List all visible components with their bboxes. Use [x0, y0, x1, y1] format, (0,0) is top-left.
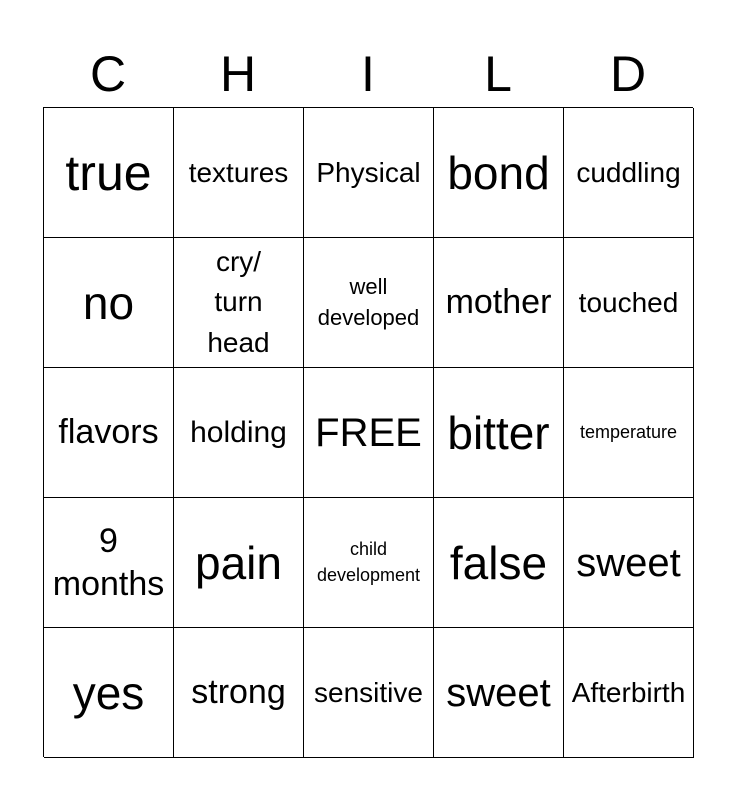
bingo-cell-r5-c2[interactable] — [174, 628, 304, 758]
bingo-cell-r2-c1[interactable] — [44, 238, 174, 368]
cell-text: sweet — [576, 540, 681, 585]
bingo-cell-r4-c5[interactable] — [564, 498, 694, 628]
bingo-cell-r2-c3[interactable] — [304, 238, 434, 368]
cell-text: cuddling — [576, 156, 681, 188]
bingo-cell-r4-c2[interactable] — [174, 498, 304, 628]
cell-text: sensitive — [314, 676, 423, 708]
cell-text: holding — [190, 415, 287, 449]
cell-text: sweet — [446, 670, 551, 715]
bingo-cell-r4-c1[interactable] — [44, 498, 174, 628]
bingo-cell-r3-c5[interactable] — [564, 368, 694, 498]
bingo-cell-r5-c1[interactable] — [44, 628, 174, 758]
bingo-cell-r1-c3[interactable] — [304, 108, 434, 238]
bingo-board — [43, 107, 693, 757]
cell-text: textures — [188, 156, 289, 188]
cell-text: flavors — [58, 412, 159, 451]
cell-text: bond — [447, 146, 550, 199]
bingo-cell-r1-c5[interactable] — [564, 108, 694, 238]
header-letter-c: C — [89, 46, 127, 102]
bingo-cell-r3-c1[interactable] — [44, 368, 174, 498]
cell-text: pain — [195, 536, 282, 589]
cell-text: no — [82, 276, 135, 329]
bingo-cell-r2-c4[interactable] — [434, 238, 564, 368]
bingo-cell-r5-c4[interactable] — [434, 628, 564, 758]
bingo-cell-r5-c5[interactable] — [564, 628, 694, 758]
header-letter-h: H — [219, 46, 257, 102]
bingo-cell-r1-c2[interactable] — [174, 108, 304, 238]
cell-text: child development — [316, 539, 421, 585]
bingo-cell-r2-c5[interactable] — [564, 238, 694, 368]
cell-text: cry/ turn head — [207, 245, 270, 358]
bingo-cell-r4-c3[interactable] — [304, 498, 434, 628]
cell-text: bitter — [447, 406, 550, 459]
cell-text: false — [449, 536, 548, 589]
cell-text: Physical — [316, 156, 421, 188]
bingo-cell-r3-c4[interactable] — [434, 368, 564, 498]
cell-text: strong — [191, 672, 286, 711]
bingo-cell-r5-c3[interactable] — [304, 628, 434, 758]
header-letter-d: D — [609, 46, 647, 102]
bingo-cell-r4-c4[interactable] — [434, 498, 564, 628]
bingo-header — [43, 40, 693, 108]
cell-text: 9 months — [52, 522, 165, 603]
cell-text: well developed — [317, 273, 420, 330]
header-letter-l: L — [484, 46, 512, 102]
cell-text: Afterbirth — [571, 676, 686, 708]
bingo-cell-r3-c3[interactable] — [304, 368, 434, 498]
bingo-cell-r2-c2[interactable] — [174, 238, 304, 368]
cell-text: touched — [578, 286, 679, 318]
cell-text: yes — [72, 666, 145, 719]
bingo-cell-r1-c1[interactable] — [44, 108, 174, 238]
bingo-cell-r1-c4[interactable] — [434, 108, 564, 238]
header-letter-i: I — [361, 46, 375, 102]
bingo-cell-r3-c2[interactable] — [174, 368, 304, 498]
cell-text: mother — [445, 282, 552, 321]
cell-text: temperature — [579, 422, 678, 443]
free-space: FREE — [315, 410, 422, 455]
cell-text: true — [65, 144, 152, 201]
